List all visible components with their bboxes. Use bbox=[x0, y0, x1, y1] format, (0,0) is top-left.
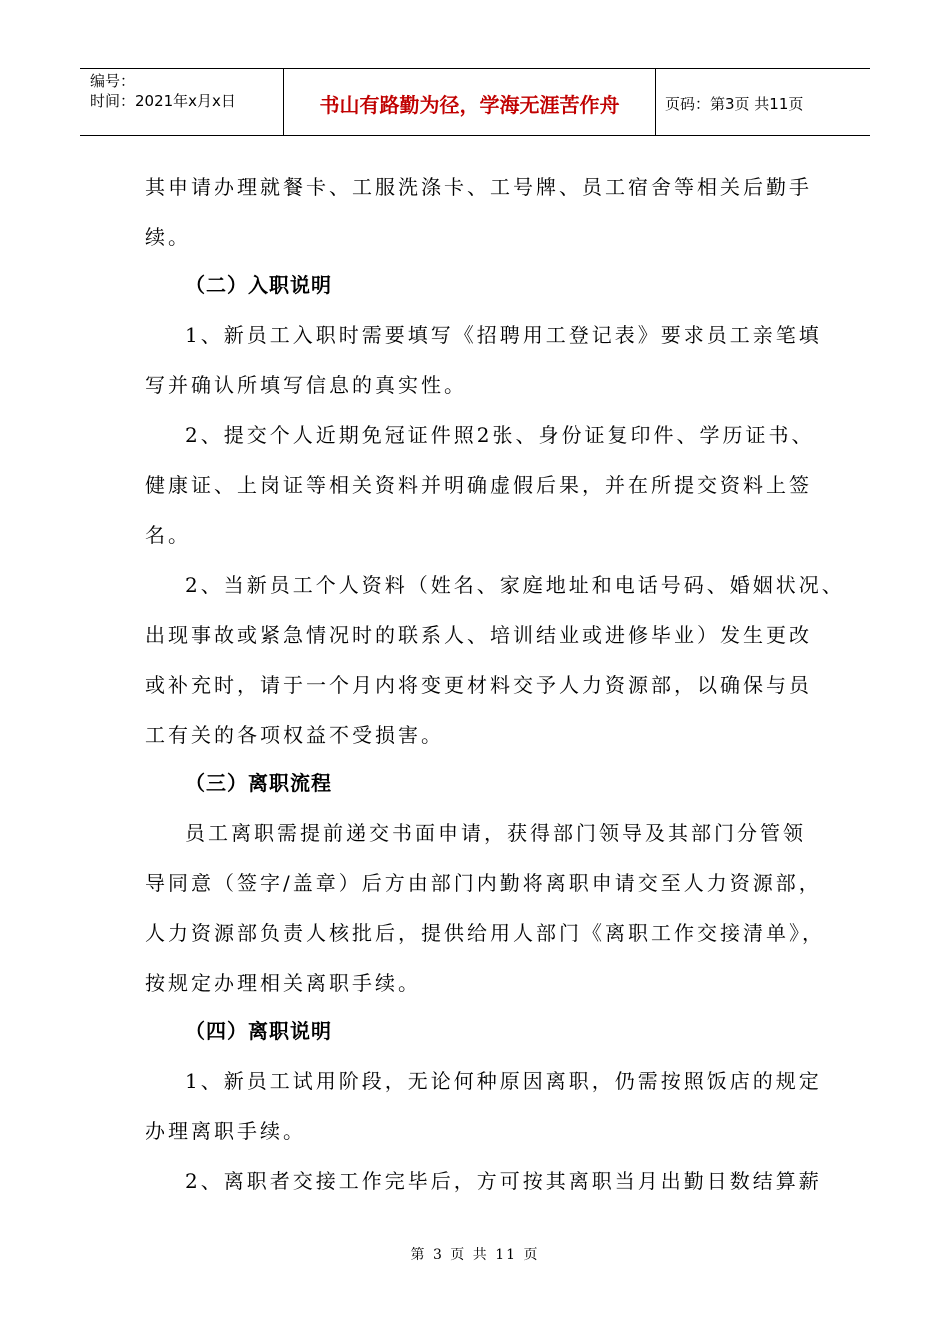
body-line: 1、新员工试用阶段，无论何种原因离职，仍需按照饭店的规定 bbox=[185, 1069, 822, 1093]
body-line: 员工离职需提前递交书面申请，获得部门领导及其部门分管领 bbox=[185, 821, 806, 845]
body-line: 导同意（签字/盖章）后方由部门内勤将离职申请交至人力资源部， bbox=[145, 871, 822, 895]
body-line: 办理离职手续。 bbox=[145, 1119, 306, 1143]
body-line: 2、离职者交接工作完毕后，方可按其离职当月出勤日数结算薪 bbox=[185, 1169, 822, 1193]
body-line: 人力资源部负责人核批后，提供给用人部门《离职工作交接清单》， bbox=[145, 921, 825, 945]
section-heading-onboarding-notes: （二）入职说明 bbox=[185, 273, 332, 297]
body-line: 写并确认所填写信息的真实性。 bbox=[145, 373, 467, 397]
section-heading-resignation-process: （三）离职流程 bbox=[185, 771, 332, 795]
body-line: 工有关的各项权益不受损害。 bbox=[145, 723, 444, 747]
body-line: 按规定办理相关离职手续。 bbox=[145, 971, 421, 995]
body-line: 名。 bbox=[145, 523, 191, 547]
section-heading-resignation-notes: （四）离职说明 bbox=[185, 1019, 332, 1043]
body-line: 1、新员工入职时需要填写《招聘用工登记表》要求员工亲笔填 bbox=[185, 323, 822, 347]
body-line: 2、提交个人近期免冠证件照2张、身份证复印件、学历证书、 bbox=[185, 423, 815, 447]
header-number-label: 编号： bbox=[90, 72, 136, 90]
body-line: 续。 bbox=[145, 225, 191, 249]
page-footer: 第 3 页 共 11 页 bbox=[410, 1247, 540, 1263]
body-line: 或补充时，请于一个月内将变更材料交予人力资源部，以确保与员 bbox=[145, 673, 812, 697]
body-line: 出现事故或紧急情况时的联系人、培训结业或进修毕业）发生更改 bbox=[145, 623, 812, 647]
header-divider-right bbox=[655, 68, 656, 135]
body-line: 其申请办理就餐卡、工服洗涤卡、工号牌、员工宿舍等相关后勤手 bbox=[145, 175, 812, 199]
header-page-info: 页码：第3页 共11页 bbox=[665, 95, 804, 113]
header-bottom-rule bbox=[80, 135, 870, 136]
header-top-rule bbox=[80, 68, 870, 69]
body-line: 健康证、上岗证等相关资料并明确虚假后果，并在所提交资料上签 bbox=[145, 473, 812, 497]
header-motto: 书山有路勤为径，学海无涯苦作舟 bbox=[319, 93, 620, 117]
header-time: 时间：2021年x月x日 bbox=[90, 92, 236, 110]
body-line: 2、当新员工个人资料（姓名、家庭地址和电话号码、婚姻状况、 bbox=[185, 573, 845, 597]
